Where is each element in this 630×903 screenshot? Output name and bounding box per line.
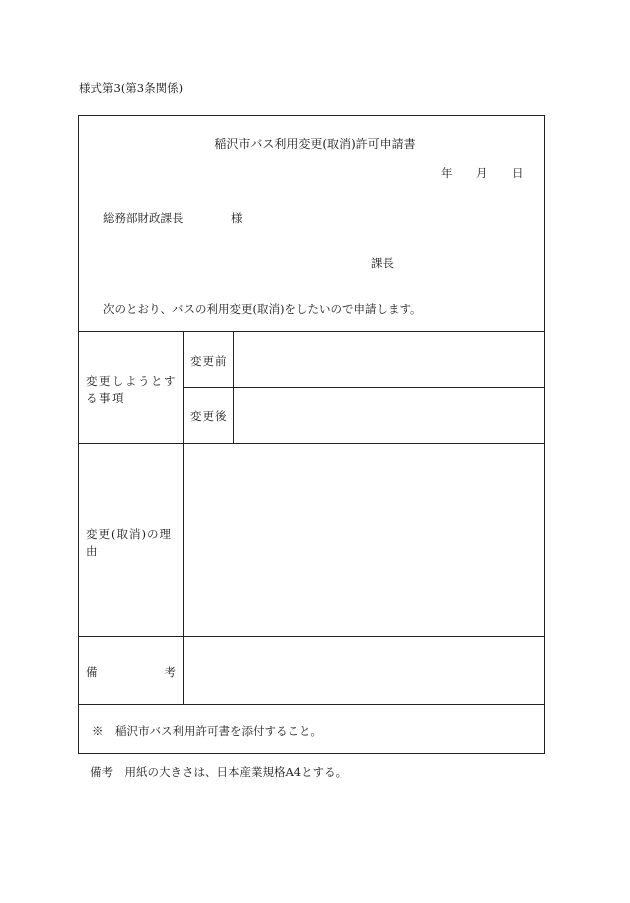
date-day-label: 日 bbox=[512, 166, 524, 180]
remarks-field[interactable] bbox=[184, 637, 544, 703]
addressee: 総務部財政課長 bbox=[103, 211, 184, 225]
date-month-label: 月 bbox=[476, 166, 488, 180]
remarks-label-char-2: 考 bbox=[164, 665, 176, 679]
reason-field[interactable] bbox=[184, 444, 544, 635]
remarks-label-char-1: 備 bbox=[86, 665, 98, 679]
change-item-label: 変更しようとする事項 bbox=[86, 374, 177, 405]
date-year-label: 年 bbox=[441, 166, 453, 180]
before-change-label: 変更前 bbox=[190, 354, 228, 368]
reason-label: 変更(取消)の理由 bbox=[86, 527, 172, 558]
after-change-label: 変更後 bbox=[190, 409, 228, 423]
honorific: 様 bbox=[231, 211, 243, 225]
paper-size-remark: 備考 用紙の大きさは、日本産業規格A4とする。 bbox=[90, 765, 348, 779]
applicant-title: 課長 bbox=[371, 256, 394, 270]
form-number-label: 様式第3(第3条関係) bbox=[79, 81, 184, 95]
before-change-field[interactable] bbox=[234, 332, 544, 386]
divider-remarks-bottom bbox=[78, 704, 545, 705]
remarks-label bbox=[86, 664, 176, 680]
request-statement: 次のとおり、バスの利用変更(取消)をしたいので申請します。 bbox=[103, 302, 422, 316]
document-title: 稲沢市バス利用変更(取消)許可申請書 bbox=[214, 137, 416, 151]
attachment-note: ※ 稲沢市バス利用許可書を添付すること。 bbox=[92, 724, 322, 738]
after-change-field[interactable] bbox=[234, 388, 544, 442]
